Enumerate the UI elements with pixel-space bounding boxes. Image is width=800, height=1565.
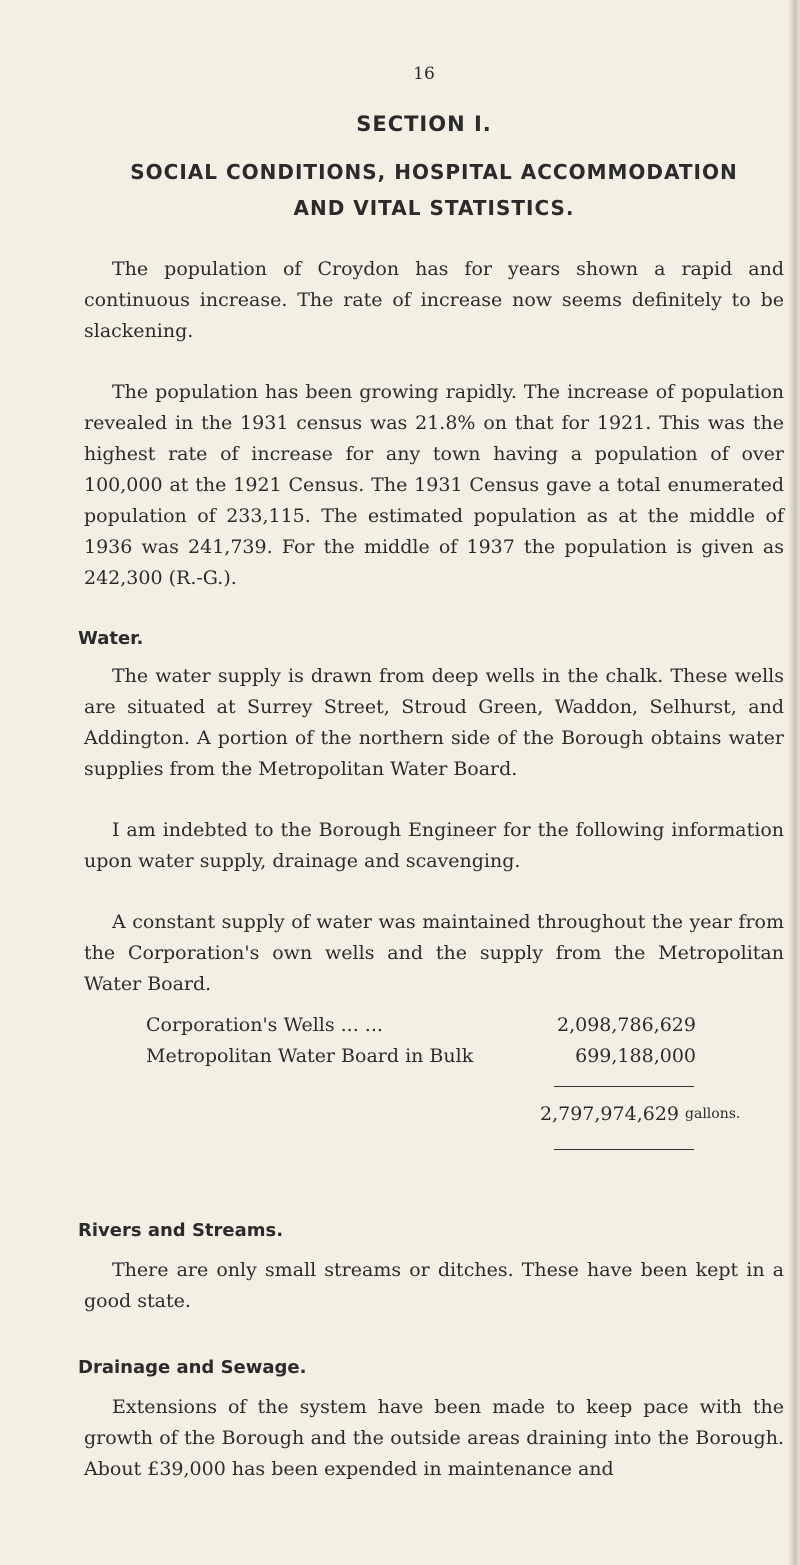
total-value: 2,797,974,629 bbox=[540, 1103, 680, 1125]
row-value: 699,188,000 bbox=[575, 1045, 696, 1067]
table-row bbox=[146, 1041, 784, 1072]
rivers-heading: Rivers and Streams. bbox=[78, 1220, 284, 1241]
water-supply-table bbox=[146, 1010, 784, 1072]
total-unit: gallons. bbox=[685, 1106, 741, 1122]
row-label: Metropolitan Water Board in Bulk bbox=[146, 1045, 474, 1067]
main-title bbox=[84, 154, 784, 226]
total-row bbox=[84, 1103, 784, 1125]
water-paragraph-1: The water supply is drawn from deep wells in the chalk. These wells are situated at Surrey Street, Stroud Green, Waddon, Selhurst, and Addington. A portion of the northern side of the Borough obtains water supplies from the Metropolitan Water Board. bbox=[84, 665, 784, 780]
main-title-line-1: SOCIAL CONDITIONS, HOSPITAL ACCOMMODATION bbox=[130, 160, 738, 184]
water-paragraph-3: A constant supply of water was maintained throughout the year from the Corporation's own wells and the supply from the Metropolitan Water Board. bbox=[84, 911, 784, 995]
document-page bbox=[78, 0, 784, 1485]
sum-rule-top bbox=[554, 1086, 694, 1087]
page-edge-shadow bbox=[788, 0, 800, 1565]
sum-rule-bottom bbox=[554, 1149, 694, 1150]
water-paragraph-2: I am indebted to the Borough Engineer for the following information upon water supply, drainage and scavenging. bbox=[84, 819, 784, 872]
page-number: 16 bbox=[413, 64, 435, 84]
drainage-heading: Drainage and Sewage. bbox=[78, 1357, 307, 1378]
section-title: SECTION I. bbox=[356, 112, 492, 136]
row-label: Corporation's Wells ... ... bbox=[146, 1014, 383, 1036]
intro-paragraph: The population of Croydon has for years shown a rapid and continuous increase. The rate of increase now seems definitely to be slackening. bbox=[84, 258, 784, 342]
rivers-paragraph: There are only small streams or ditches. These have been kept in a good state. bbox=[84, 1259, 784, 1312]
table-row bbox=[146, 1010, 784, 1041]
row-value: 2,098,786,629 bbox=[556, 1014, 696, 1036]
water-heading: Water. bbox=[78, 628, 144, 649]
main-title-line-2: AND VITAL STATISTICS. bbox=[293, 196, 575, 220]
drainage-paragraph: Extensions of the system have been made to keep pace with the growth of the Borough and the outside areas draining into the Borough. About £39,000 has been expended in maintenance and bbox=[84, 1396, 784, 1480]
population-paragraph: The population has been growing rapidly. The increase of population revealed in the 1931 census was 21.8% on that for 1921. This was the highest rate of increase for any town having a population of over 100,000 at the 1921 Census. The 1931 Census gave a total enumerated population of 233,115. The estimated population as at the middle of 1936 was 241,739. For the middle of 1937 the population is given as 242,300 (R.-G.). bbox=[84, 381, 784, 589]
